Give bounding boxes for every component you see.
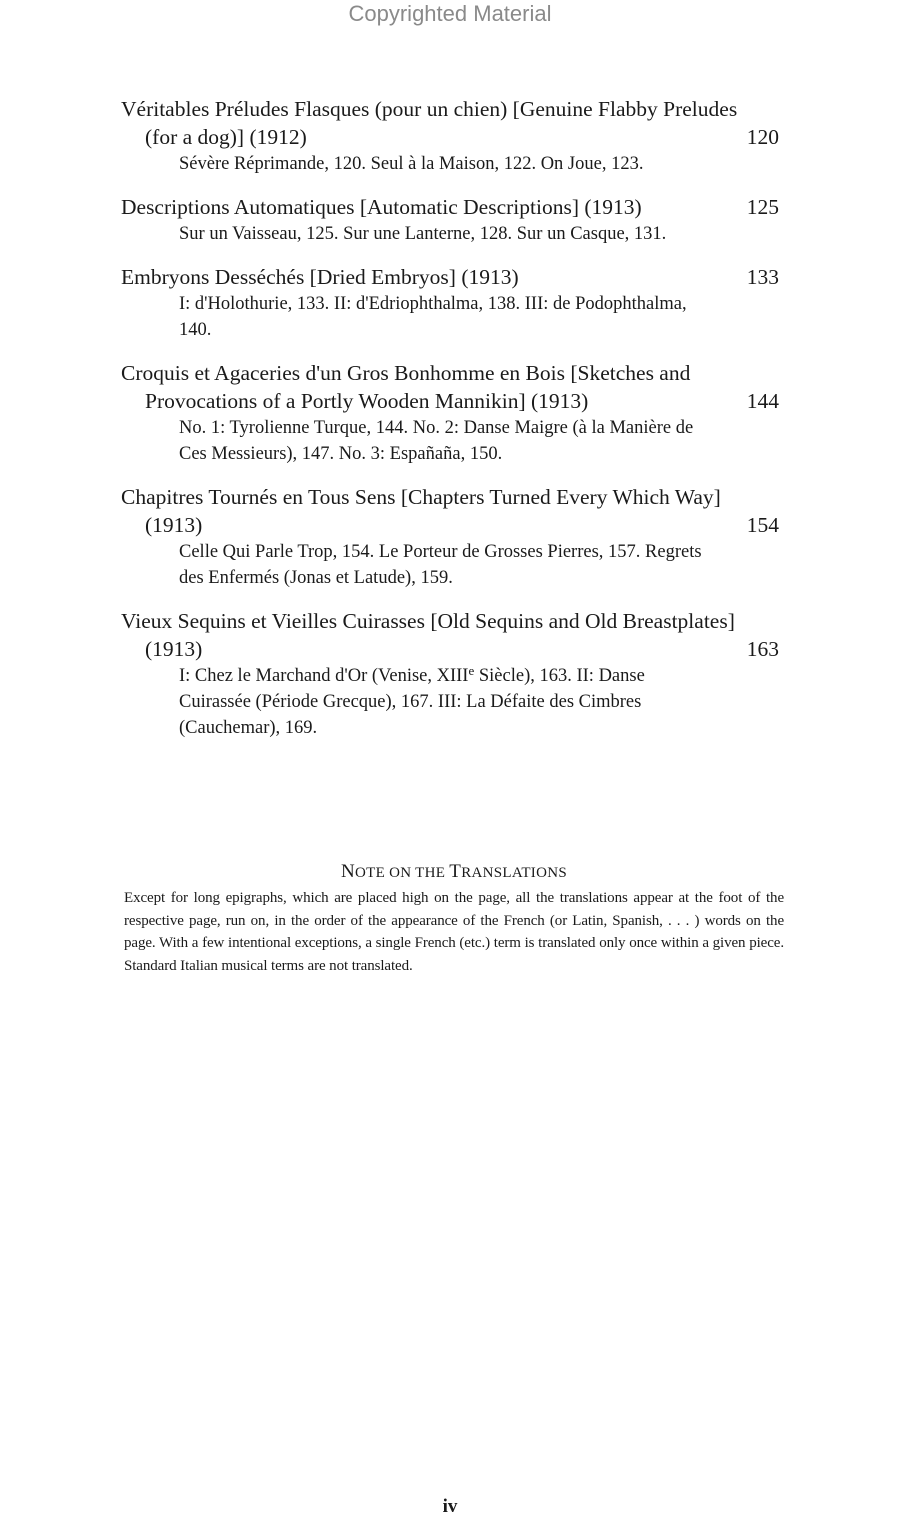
heading-initial: N [340, 861, 356, 882]
toc-entry-subsections: Celle Qui Parle Trop, 154. Le Porteur de Grosses Pierres, 157. Regrets des Enfermés (Jonas et Latude), 159. [179, 542, 702, 588]
subsection-text: Siècle), 163. II: Danse Cuirassée (Période Grecque), 167. III: La Défaite des Cimbres (Cauchemar), 169. [179, 666, 645, 738]
toc-entry-page: 154 [746, 513, 779, 537]
page-number: iv [442, 1496, 458, 1517]
toc-entry [121, 483, 781, 591]
heading-smallcaps: RANSLATIONS [461, 865, 567, 881]
toc-entry-title: Véritables Préludes Flasques (pour un chien) [Genuine Flabby Preludes (for a dog)] (1912) [121, 97, 738, 149]
superscript: e [468, 663, 475, 678]
table-of-contents [121, 95, 781, 757]
toc-entry-title: Chapitres Tournés en Tous Sens [Chapters Turned Every Which Way] (1913) [121, 485, 721, 537]
toc-entry-page: 120 [746, 125, 779, 149]
toc-entry-title: Descriptions Automatiques [Automatic Descriptions] (1913) [121, 195, 642, 219]
toc-entry [121, 607, 781, 741]
toc-entry [121, 95, 781, 177]
note-body: Except for long epigraphs, which are placed high on the page, all the translations appear at the foot of the respective page, run on, in the order of the appearance of the French (or Latin, Spanish, . . . ) words on the page. With a few intentional exceptions, a single French (etc.) term is translated only once within a given piece. Standard Italian musical terms are not translated. [124, 890, 784, 974]
toc-entry-subsections: Sur un Vaisseau, 125. Sur une Lanterne, 128. Sur un Casque, 131. [179, 224, 667, 244]
toc-entry-title: Vieux Sequins et Vieilles Cuirasses [Old Sequins and Old Breastplates] (1913) [121, 609, 735, 661]
toc-entry-page: 144 [746, 389, 779, 413]
toc-entry-title: Embryons Desséchés [Dried Embryos] (1913) [121, 265, 519, 289]
heading-smallcaps: OTE ON THE [355, 865, 450, 881]
toc-entry-page: 125 [746, 195, 779, 219]
toc-entry-subsections: No. 1: Tyrolienne Turque, 144. No. 2: Danse Maigre (à la Manière de Ces Messieurs), 147. No. 3: Españaña, 150. [179, 418, 694, 464]
toc-entry [121, 193, 781, 247]
toc-entry [121, 359, 781, 467]
toc-entry [121, 263, 781, 343]
toc-entry-page: 163 [746, 637, 779, 661]
toc-entry-subsections: I: d'Holothurie, 133. II: d'Edriophthalma, 138. III: de Podophthalma, 140. [179, 294, 687, 340]
toc-entry-subsections: Sévère Réprimande, 120. Seul à la Maison, 122. On Joue, 123. [179, 154, 644, 174]
copyright-watermark: Copyrighted Material [348, 1, 552, 26]
heading-initial: T [449, 861, 462, 882]
toc-entry-subsections [121, 663, 709, 741]
note-heading [124, 860, 784, 885]
toc-entry-page: 133 [746, 265, 779, 289]
subsection-text: I: Chez le Marchand d'Or (Venise, XIII [179, 666, 469, 686]
toc-entry-title: Croquis et Agaceries d'un Gros Bonhomme en Bois [Sketches and Provocations of a Portly Wooden Mannikin] (1913) [121, 361, 691, 413]
translation-note [124, 860, 784, 977]
